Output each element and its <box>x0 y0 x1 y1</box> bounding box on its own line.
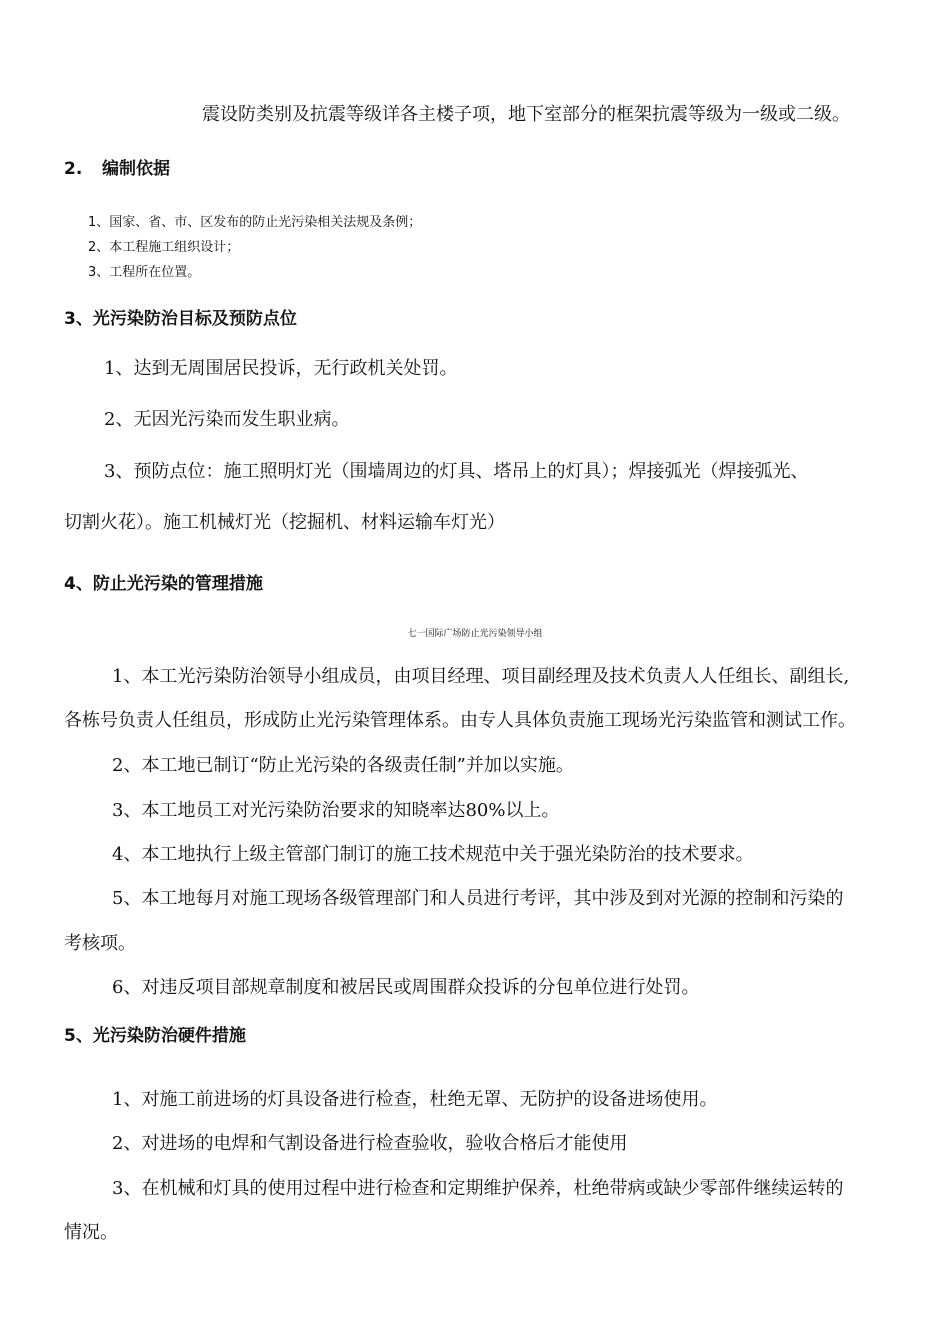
section-4-subtitle: 七一国际广场防止光污染领导小组 <box>407 629 543 639</box>
section-4-line-1: 1、本工光污染防治领导小组成员，由项目经理、项目副经理及技术负责人人任组长、副组长, <box>112 666 850 687</box>
section-5-heading: 5、光污染防治硬件措施 <box>64 1026 246 1046</box>
section-2-item-3: 3、工程所在位置。 <box>88 265 201 280</box>
section-4-line-2: 各栋号负责人任组员，形成防止光污染管理体系。由专人具体负责施工现场光污染监管和测试工作。 <box>64 710 856 731</box>
section-4-line-5: 4、本工地执行上级主管部门制订的施工技术规范中关于强光染防治的技术要求。 <box>112 844 754 865</box>
section-4-line-3: 2、本工地已制订“防止光污染的各级责任制”并加以实施。 <box>112 755 574 776</box>
section-5-line-1: 1、对施工前进场的灯具设备进行检查，杜绝无罩、无防护的设备进场使用。 <box>112 1089 718 1110</box>
section-5-line-4: 情况。 <box>64 1222 118 1243</box>
section-5-line-2: 2、对进场的电焊和气割设备进行检查验收，验收合格后才能使用 <box>112 1133 628 1154</box>
section-5-line-3: 3、在机械和灯具的使用过程中进行检查和定期维护保养，杜绝带病或缺少零部件继续运转的 <box>112 1178 844 1199</box>
section-3-item-2: 2、无因光污染而发生职业病。 <box>104 409 350 430</box>
section-4-line-4: 3、本工地员工对光污染防治要求的知晓率达80%以上。 <box>112 800 560 821</box>
section-3-item-3-cont: 切割火花）。施工机械灯光（挖掘机、材料运输车灯光） <box>64 512 505 533</box>
section-2-item-1: 1、国家、省、市、区发布的防止光污染相关法规及条例； <box>88 215 422 230</box>
section-4-heading: 4、防止光污染的管理措施 <box>64 574 263 594</box>
section-3-heading: 3、光污染防治目标及预防点位 <box>64 309 297 329</box>
intro-line: 震设防类别及抗震等级详各主楼子项，地下室部分的框架抗震等级为一级或二级。 <box>202 104 850 125</box>
section-4-line-6: 5、本工地每月对施工现场各级管理部门和人员进行考评，其中涉及到对光源的控制和污染的 <box>112 888 844 909</box>
section-2-number: 2. <box>64 159 83 179</box>
section-4-line-7: 考核项。 <box>64 933 136 954</box>
section-2-heading <box>64 159 170 179</box>
section-3-item-3: 3、预防点位：施工照明灯光（围墙周边的灯具、塔吊上的灯具）；焊接弧光（焊接弧光、 <box>104 461 809 482</box>
section-2-item-2: 2、本工程施工组织设计； <box>88 240 240 255</box>
section-3-item-1: 1、达到无周围居民投诉，无行政机关处罚。 <box>104 358 458 379</box>
section-4-line-8: 6、对违反项目部规章制度和被居民或周围群众投诉的分包单位进行处罚。 <box>112 977 700 998</box>
section-2-title: 编制依据 <box>102 159 170 179</box>
